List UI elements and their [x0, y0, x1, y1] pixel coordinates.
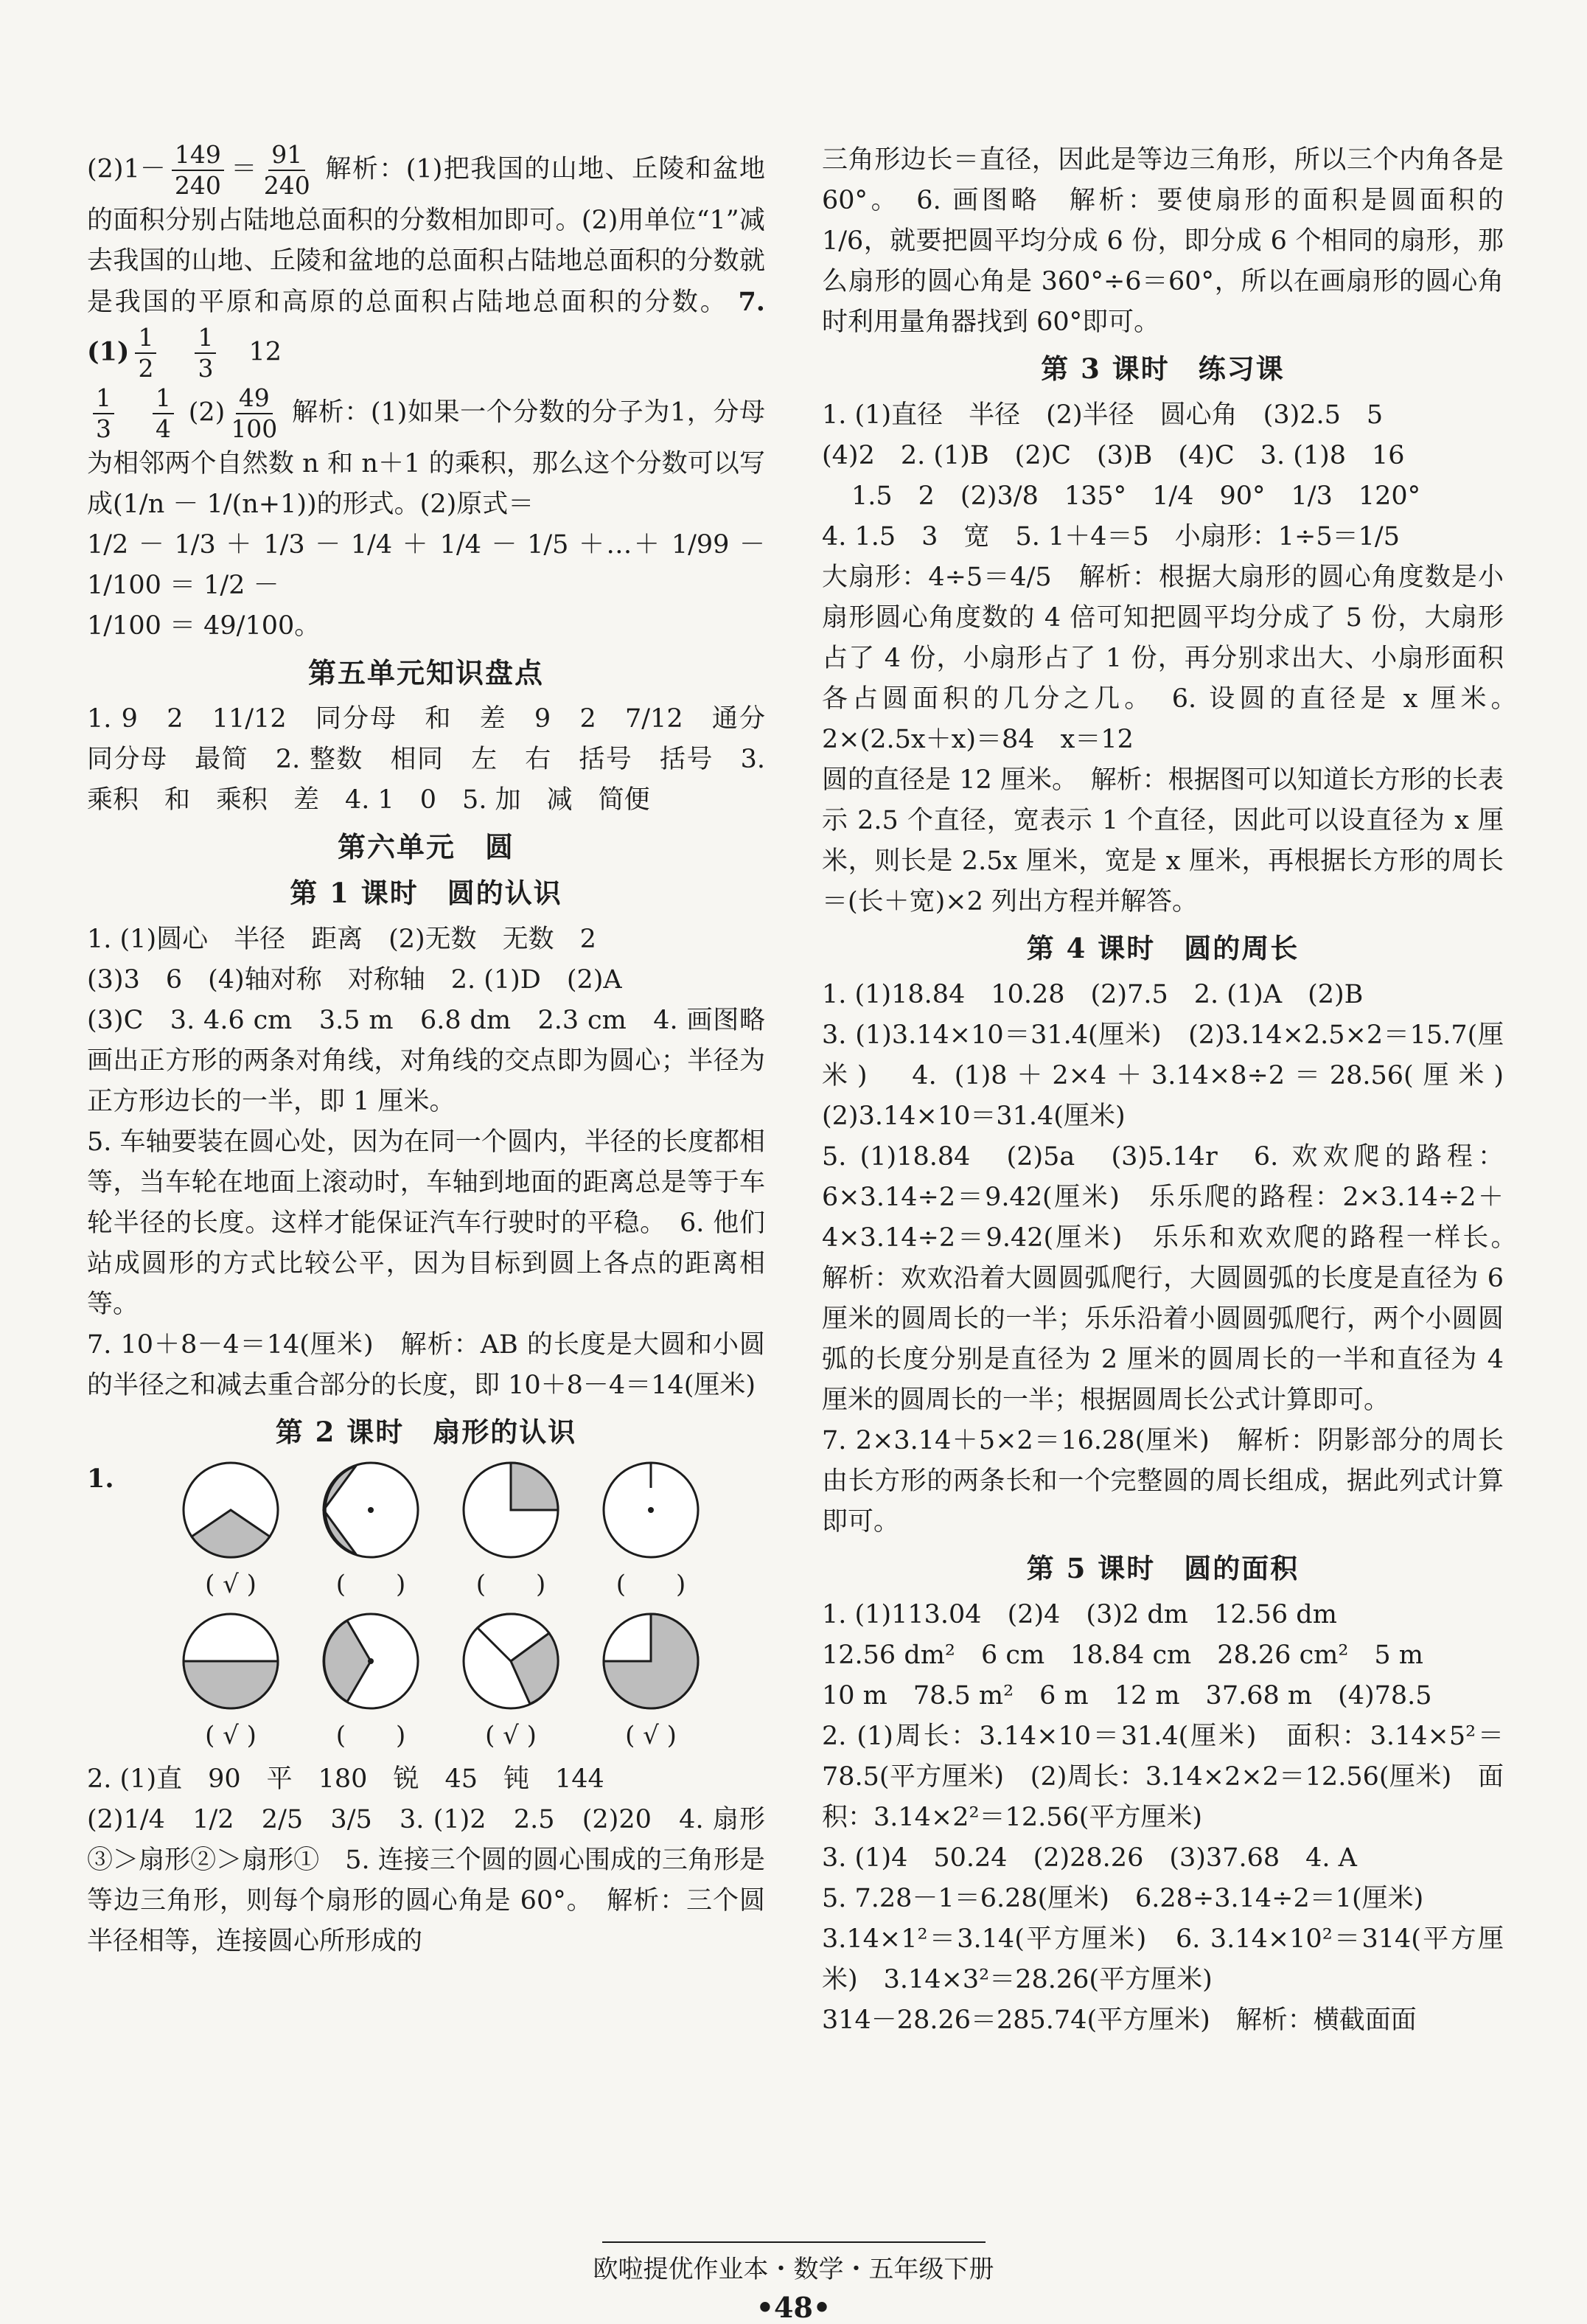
answer-line: 3. (1)3.14×10＝31.4(厘米) (2)3.14×2.5×2＝15.7(厘米) 4. (1)8＋2×4＋3.14×8÷2＝28.56(厘米) (2)3.14×10＝31.4(厘米) [822, 1020, 1530, 1131]
numerator: 149 [172, 140, 224, 171]
answer-line: 2. (1)直 90 平 180 锐 45 钝 144 [87, 1764, 604, 1794]
circle-sector-figure [319, 1458, 422, 1562]
answer-line: 1. (1)圆心 半径 距离 (2)无数 无数 2 [87, 925, 596, 954]
circle-sector-figure [599, 1458, 702, 1562]
figure [456, 1458, 566, 1605]
sector-figures [87, 1458, 765, 1756]
circle-sector-figure [459, 1610, 562, 1713]
answer-line: 5. (1)18.84 (2)5a (3)5.14r 6. 欢欢爬的路程：6×3.14÷2＝9.42(厘米) 乐乐爬的路程：2×3.14÷2＋4×3.14÷2＝9.42(厘米) 乐乐和欢欢爬的路程一样长。 解析：欢欢沿着大圆圆弧爬行，大圆圆弧的长度是直径为 6 厘米的圆周长的一半；乐乐沿着小圆圆弧爬行，两个小圆圆弧的长度分别是直径为 2 厘米的圆周长的一半和直径为 4 厘米的圆周长的一半；根据圆周长公式计算即可。 [822, 1142, 1530, 1415]
answer-para [87, 383, 765, 525]
fraction [135, 323, 156, 383]
lesson-title: 第 5 课时 圆的面积 [1026, 1552, 1300, 1584]
answer-line: 大扇形：4÷5＝4/5 解析：根据大扇形的圆心角度数是小扇形圆心角度数的 4 倍可知把圆平均分成了 5 份，大扇形占了 4 份，小扇形占了 1 份，再分别求出大、小扇形面积各占圆面积的几分之几。 6. 设圆的直径是 x 厘米。 2×(2.5x＋x)＝84 x＝12 [822, 563, 1530, 754]
question-number: 1. [87, 1464, 114, 1494]
figure [175, 1458, 286, 1605]
figure [456, 1610, 566, 1756]
fraction [264, 140, 310, 201]
fraction [93, 383, 114, 444]
formula-line: 1/2 － 1/3 ＋ 1/3 － 1/4 ＋ 1/4 － 1/5 ＋…＋ 1/99 － 1/100 ＝ 1/2 － [87, 530, 765, 600]
check-mark: ( ) [335, 1570, 406, 1599]
numerator: 49 [236, 383, 273, 414]
figure [315, 1458, 426, 1605]
numerator: 1 [195, 323, 216, 354]
answer-para [87, 140, 765, 383]
check-mark: ( √ ) [205, 1721, 257, 1750]
answer-line: 4. 1.5 3 宽 5. 1＋4＝5 小扇形：1÷5＝1/5 [822, 522, 1400, 552]
text: (2)1－ [87, 154, 166, 184]
lesson-title: 第 4 课时 圆的周长 [1026, 932, 1300, 964]
circle-sector-figure [179, 1458, 282, 1562]
circle-sector-figure [319, 1610, 422, 1713]
answer-line: 3.14×1²＝3.14(平方厘米) 6. 3.14×10²＝314(平方厘米) 3.14×3²＝28.26(平方厘米) [822, 1924, 1504, 1994]
answer-line: (3)C 3. 4.6 cm 3.5 m 6.8 dm 2.3 cm 4. 画图略 画出正方形的两条对角线，对角线的交点即为圆心；半径为正方形边长的一半，即 1 厘米。 [87, 1006, 792, 1116]
answer-para: 1. 9 2 11/12 同分母 和 差 9 2 7/12 通分 同分母 最简 2. 整数 相同 左 右 括号 括号 3. 乘积 和 乘积 差 4. 1 0 5. 加 减 简便 [87, 704, 792, 815]
fraction [172, 140, 224, 201]
answer-line: (2)1/4 1/2 2/5 3/5 3. (1)2 2.5 (2)20 4. 扇形③＞扇形②＞扇形① 5. 连接三个圆的圆心围成的三角形是等边三角形，则每个扇形的圆心角是 60°。 解析：三个圆半径相等，连接圆心所形成的 [87, 1805, 765, 1956]
section-title: 第五单元知识盘点 [307, 656, 544, 689]
circle-sector-figure [179, 1610, 282, 1713]
check-mark: ( √ ) [205, 1570, 257, 1599]
answer-line: 1. (1)直径 半径 (2)半径 圆心角 (3)2.5 5 [822, 400, 1384, 430]
figure-row [175, 1458, 765, 1605]
answer-line: 10 m 78.5 m² 6 m 12 m 37.68 m (4)78.5 [822, 1681, 1432, 1711]
denominator: 240 [263, 171, 310, 200]
figure [596, 1610, 706, 1756]
check-mark: ( √ ) [625, 1721, 677, 1750]
lesson-title: 第 2 课时 扇形的认识 [275, 1416, 577, 1448]
answer-line: 7. 10＋8－4＝14(厘米) 解析：AB 的长度是大圆和小圆的半径之和减去重合部分的长度，即 10＋8－4＝14(厘米) [87, 1330, 765, 1400]
unit-title: 第六单元 圆 [337, 830, 515, 863]
denominator: 3 [96, 414, 111, 443]
check-mark: ( √ ) [485, 1721, 537, 1750]
denominator: 4 [156, 414, 171, 443]
answer-line: (4)2 2. (1)B (2)C (3)B (4)C 3. (1)8 16 [822, 441, 1405, 470]
circle-sector-figure [459, 1458, 562, 1562]
check-mark: ( ) [475, 1570, 546, 1599]
footer-divider [602, 2241, 986, 2243]
page-number: •48• [756, 2291, 831, 2324]
figure [175, 1610, 286, 1756]
numerator: 91 [268, 140, 305, 171]
right-column [822, 140, 1530, 2041]
text: 12 [248, 337, 282, 367]
fraction [195, 323, 216, 383]
check-mark: ( ) [335, 1721, 406, 1750]
text: (2) [188, 397, 226, 428]
figure [315, 1610, 426, 1756]
answer-line: 314－28.26＝285.74(平方厘米) 解析：横截面面 [822, 2005, 1417, 2035]
check-mark: ( ) [615, 1570, 686, 1599]
denominator: 240 [174, 171, 221, 200]
answer-line: 5. 7.28－1＝6.28(厘米) 6.28÷3.14÷2＝1(厘米) [822, 1884, 1424, 1913]
fraction [231, 383, 277, 444]
answer-line: 7. 2×3.14＋5×2＝16.28(厘米) 解析：阴影部分的周长由长方形的两条长和一个完整圆的周长组成，据此列式计算即可。 [822, 1426, 1504, 1537]
analysis-text: 解析：(1)把我国的山地、丘陵和盆地的面积分别占陆地总面积的分数相加即可。(2)用单位“1”减去我国的山地、丘陵和盆地的总面积占陆地总面积的分数就是我国的平原和高原的总面积占陆地总面积的分数。 [87, 154, 765, 317]
denominator: 100 [231, 414, 278, 443]
figure [596, 1458, 706, 1605]
numerator: 1 [93, 383, 114, 414]
analysis-text: 解析：(1)如果一个分数的分子为1，分母为相邻两个自然数 n 和 n＋1 的乘积，那么这个分数可以写成(1/n － 1/(n+1))的形式。(2)原式＝ [87, 397, 765, 519]
formula-line: 1/100 ＝ 49/100。 [87, 611, 321, 641]
numerator: 1 [153, 383, 174, 414]
numerator: 1 [135, 323, 156, 354]
left-column [87, 140, 792, 1962]
page-footer [0, 2241, 1587, 2324]
answer-para: 三角形边长＝直径，因此是等边三角形，所以三个内角各是 60°。 6. 画图略 解析：要使扇形的面积是圆面积的 1/6，就要把圆平均分成 6 份，即分成 6 个相同的扇形，那么扇形的圆心角是 360°÷6＝60°，所以在画扇形的圆心角时利用量角器找到 60°即可。 [822, 145, 1504, 337]
answer-line: 5. 车轴要装在圆心处，因为在同一个圆内，半径的长度都相等，当车轮在地面上滚动时，车轴到地面的距离总是等于车轮半径的长度。这样才能保证汽车行驶时的平稳。 6. 他们站成圆形的方式比较公平，因为目标到圆上各点的距离相等。 [87, 1127, 765, 1319]
answer-line: 1.5 2 (2)3/8 135° 1/4 90° 1/3 120° [851, 481, 1421, 511]
answer-line: 圆的直径是 12 厘米。 解析：根据图可以知道长方形的长表示 2.5 个直径，宽表示 1 个直径，因此可以设直径为 x 厘米，则长是 2.5x 厘米，宽是 x 厘米，再根据长方形的周长＝(长＋宽)×2 列出方程并解答。 [822, 765, 1504, 916]
answer-line: 2. (1)周长：3.14×10＝31.4(厘米) 面积：3.14×5²＝78.5(平方厘米) (2)周长：3.14×2×2＝12.56(厘米) 面积：3.14×2²＝12.56(平方厘米) [822, 1722, 1504, 1832]
question-number: 7. (1) [87, 287, 765, 367]
denominator: 2 [138, 354, 154, 383]
footer-title: 欧啦提优作业本・数学・五年级下册 [593, 2255, 994, 2284]
denominator: 3 [198, 354, 214, 383]
text: ＝ [229, 154, 258, 184]
circle-sector-figure [599, 1610, 702, 1713]
answer-line: (3)3 6 (4)轴对称 对称轴 2. (1)D (2)A [87, 965, 622, 995]
answer-line: 3. (1)4 50.24 (2)28.26 (3)37.68 4. A [822, 1843, 1357, 1873]
answer-line: 12.56 dm² 6 cm 18.84 cm 28.26 cm² 5 m [822, 1641, 1423, 1670]
lesson-title: 第 3 课时 练习课 [1041, 352, 1285, 385]
fraction [153, 383, 174, 444]
lesson-title: 第 1 课时 圆的认识 [290, 877, 562, 909]
answer-line: 1. (1)18.84 10.28 (2)7.5 2. (1)A (2)B [822, 980, 1364, 1009]
answer-line: 1. (1)113.04 (2)4 (3)2 dm 12.56 dm [822, 1600, 1337, 1629]
figure-row [175, 1610, 765, 1756]
